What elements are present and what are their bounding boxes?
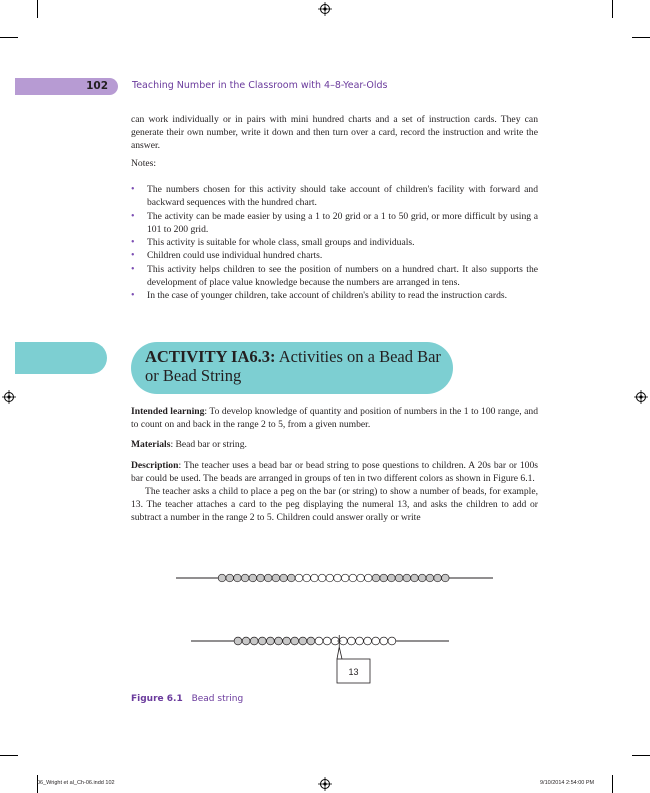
- crop-mark: [612, 775, 613, 793]
- registration-mark-icon: [2, 390, 16, 404]
- bead: [356, 637, 364, 645]
- bead: [234, 637, 242, 645]
- intro-text: can work individually or in pairs with mini hundred charts and a set of instruction cards. They can generate their own number, write it down and then turn over a card, record the instruction and write the answer.: [131, 114, 538, 152]
- bottom-bead-row: [234, 637, 396, 645]
- activity-title: [145, 347, 445, 385]
- bead: [295, 574, 303, 582]
- bead: [365, 574, 373, 582]
- bead: [250, 637, 258, 645]
- figure-caption-text: Bead string: [191, 694, 244, 704]
- materials-label: Materials: [131, 439, 171, 451]
- bead: [323, 637, 331, 645]
- intended-learning: Intended learning: To develop knowledge of quantity and position of numbers in the 1 to 100 range, and to count on and back in the range 2 to 5, from a given number.: [131, 406, 538, 431]
- list-item: • The activity can be made easier by using a 1 to 20 grid or a 1 to 50 grid, or more difficult by using a 101 to 200 grid.: [131, 210, 538, 237]
- intro-paragraph: [131, 113, 538, 153]
- registration-mark-icon: [318, 2, 332, 16]
- intended-learning-text: To develop knowledge of quantity and position of numbers in the 1 to 100 range, and to count on and back in the range 2 to 5, from a given number.: [131, 406, 538, 431]
- list-item: • This activity is suitable for whole class, small groups and individuals.: [131, 236, 538, 249]
- bead: [291, 637, 299, 645]
- list-item: • Children could use individual hundred charts.: [131, 249, 538, 262]
- bead-string-figure: [0, 555, 650, 695]
- crop-mark: [632, 37, 650, 38]
- activity-name: Activities on a Bead Bar or Bead String: [145, 347, 441, 385]
- notes-list: [131, 183, 538, 303]
- materials: Materials: Bead bar or string.: [131, 439, 247, 451]
- bead: [307, 637, 315, 645]
- materials-text: Bead bar or string.: [175, 439, 247, 451]
- crop-mark: [612, 0, 613, 18]
- side-tab: [15, 342, 107, 374]
- bead: [234, 574, 242, 582]
- bead: [388, 574, 396, 582]
- bead: [242, 637, 250, 645]
- figure-caption: [131, 694, 243, 704]
- bead: [442, 574, 450, 582]
- card-numeral: 13: [348, 667, 359, 677]
- bead: [264, 574, 272, 582]
- bead: [364, 637, 372, 645]
- top-bead-row: [218, 574, 449, 582]
- bead: [357, 574, 365, 582]
- list-item: • The numbers chosen for this activity should take account of children's facility with forward and backward sequences with the hundred chart.: [131, 183, 538, 210]
- intended-learning-label: Intended learning: [131, 406, 205, 417]
- registration-mark-icon: [634, 390, 648, 404]
- bead: [288, 574, 296, 582]
- description-text: The teacher uses a bead bar or bead string to pose questions to children. A 20s bar or 100s bar could be used. The beads are arranged in groups of ten in two different colors as shown in Figure 6.1.: [131, 459, 538, 484]
- activity-code: ACTIVITY IA6.3:: [145, 347, 276, 366]
- bead: [380, 637, 388, 645]
- footer-left: 06_Wright et al_Ch-06.indd 102: [37, 780, 115, 786]
- page-number: 102: [86, 80, 108, 92]
- bead: [434, 574, 442, 582]
- bead: [258, 637, 266, 645]
- description-continued: The teacher asks a child to place a peg on the bar (or string) to show a number of beads, for example, 13. The teacher attaches a card to the peg displaying the numeral 13, and asks the children to add or subtract a number in the range 2 to 5. Children could answer orally or write: [131, 486, 538, 524]
- crop-mark: [0, 37, 18, 38]
- description: Description: The teacher uses a bead bar or bead string to pose questions to children. A 20s bar or 100s bar could be used. The beads are arranged in groups of ten in two different colors as shown in Figure 6.1.: [131, 459, 538, 484]
- bead: [426, 574, 434, 582]
- bead: [380, 574, 388, 582]
- description-label: Description: [131, 459, 179, 471]
- footer-right: 9/10/2014 2:54:00 PM: [540, 780, 595, 786]
- bead: [372, 637, 380, 645]
- bead: [275, 637, 283, 645]
- bead: [311, 574, 319, 582]
- bead: [349, 574, 357, 582]
- bead: [241, 574, 249, 582]
- bead: [226, 574, 234, 582]
- bead: [418, 574, 426, 582]
- bead: [348, 637, 356, 645]
- bead: [315, 637, 323, 645]
- bead: [318, 574, 326, 582]
- list-item: • This activity helps children to see the position of numbers on a hundred chart. It also supports the development of place value knowledge because the numbers are arranged in tens.: [131, 263, 538, 290]
- bead: [372, 574, 380, 582]
- bead: [267, 637, 275, 645]
- notes-heading: Notes:: [131, 158, 157, 169]
- bead: [283, 637, 291, 645]
- bead: [411, 574, 419, 582]
- bead: [303, 574, 311, 582]
- bead: [249, 574, 257, 582]
- bead: [299, 637, 307, 645]
- bead: [272, 574, 280, 582]
- notes-label: Notes: [131, 158, 154, 169]
- bead: [341, 574, 349, 582]
- bead: [257, 574, 265, 582]
- crop-mark: [632, 755, 650, 756]
- bead: [280, 574, 288, 582]
- bead: [388, 637, 396, 645]
- bead: [403, 574, 411, 582]
- crop-mark: [0, 755, 18, 756]
- bead: [334, 574, 342, 582]
- list-item: • In the case of younger children, take account of children's ability to read the instruction cards.: [131, 289, 538, 302]
- crop-mark: [37, 0, 38, 18]
- bead: [218, 574, 226, 582]
- registration-mark-icon: [318, 777, 332, 791]
- activity-body: [131, 405, 538, 525]
- running-title: Teaching Number in the Classroom with 4–8-Year-Olds: [132, 80, 388, 91]
- bead: [395, 574, 403, 582]
- bead: [326, 574, 334, 582]
- figure-label: Figure 6.1: [131, 694, 183, 704]
